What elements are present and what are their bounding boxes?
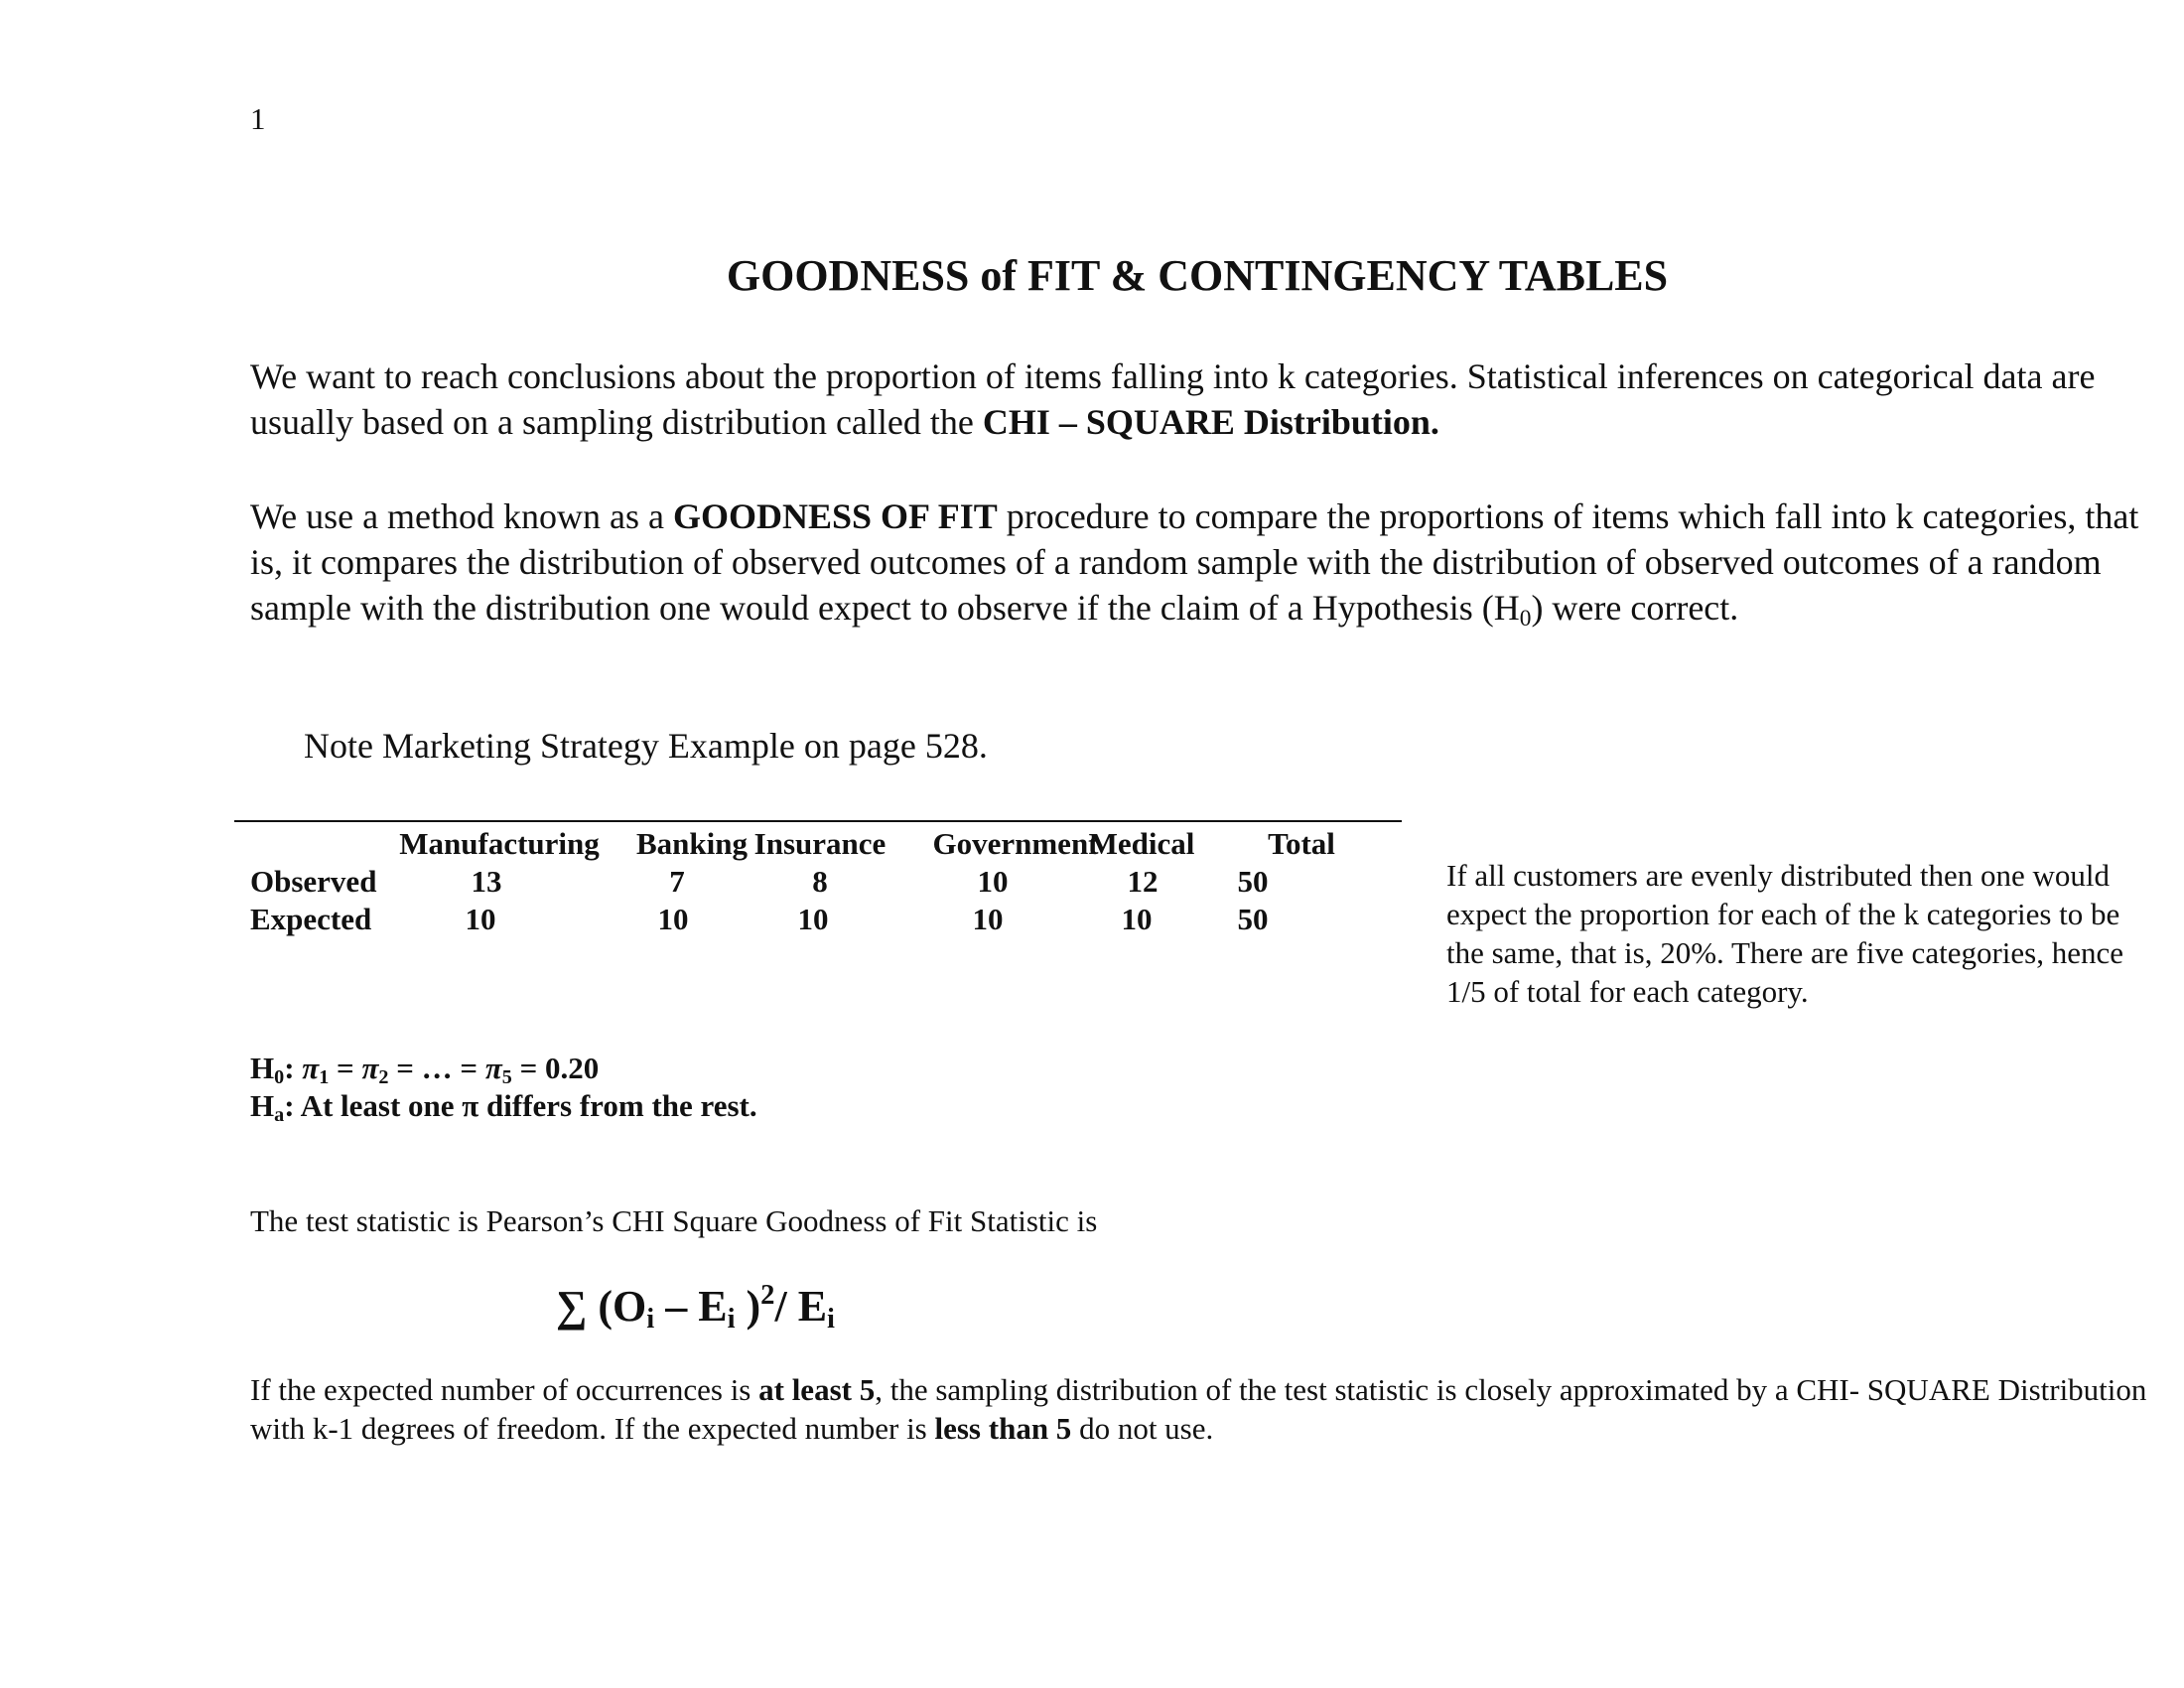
table-cell: 10 — [977, 864, 1009, 899]
table-cell: 10 — [465, 902, 496, 936]
page-number: 1 — [250, 101, 266, 136]
method-subscript: 0 — [1519, 605, 1532, 632]
table-cell: 50 — [1237, 864, 1269, 899]
table-cell: 10 — [1121, 902, 1153, 936]
table-cell: 50 — [1237, 902, 1269, 936]
table-header-medical: Medical — [1088, 826, 1195, 861]
closing-paragraph: If the expected number of occurrences is at least 5, the sampling distribution of the test statistic is closely approximated by a CHI- SQUARE Distribution with k-1 degrees of freedom. If the expected number is less than 5 do not use. — [250, 1372, 2147, 1446]
page-title: GOODNESS of FIT & CONTINGENCY TABLES — [726, 251, 1669, 300]
table-cell: 7 — [669, 864, 685, 899]
method-paragraph — [250, 493, 2156, 631]
method-bold: GOODNESS OF FIT — [673, 496, 998, 536]
side-note: If all customers are evenly distributed then one would expect the proportion for each of the k categories to be the same, that is, 20%. There are five categories, hence 1/5 of total for each category. — [1446, 858, 2123, 1009]
table-header-insurance: Insurance — [753, 826, 887, 861]
table-header-manufacturing: Manufacturing — [399, 826, 600, 861]
intro-paragraph — [250, 353, 2156, 445]
null-hypothesis: $H_0$: $\pi_1 = \pi_2$ = … = $\pi_5 = 0.20$ — [250, 1051, 600, 1089]
chi-square-formula: ∑ ($O_i - E_i$ )$^2$/ $E_i$ — [556, 1279, 835, 1336]
table-row-label-expected: Expected — [250, 902, 372, 936]
intro-bold: CHI – SQUARE Distribution. — [982, 402, 1439, 442]
intro-text: We want to reach conclusions about the proportion of items falling into k categories. Statistical inferences on categorical data are usually based on a sampling distribution called the — [250, 356, 2096, 442]
table-cell: 10 — [657, 902, 689, 936]
method-text-3: ) were correct. — [1531, 588, 1739, 628]
alternative-hypothesis: $H_a$: At least one π differs from the rest. — [250, 1088, 757, 1127]
table-cell: 10 — [797, 902, 829, 936]
table-header-banking: Banking — [635, 826, 749, 861]
table-cell: 10 — [972, 902, 1004, 936]
table-top-rule — [234, 820, 1402, 822]
table-cell: 12 — [1127, 864, 1159, 899]
table-header-government: Government — [932, 826, 1099, 861]
table-cell: 13 — [471, 864, 502, 899]
statistic-intro: The test statistic is Pearson’s CHI Square Goodness of Fit Statistic is — [250, 1203, 1098, 1238]
table-cell: 8 — [812, 864, 828, 899]
method-text-2: procedure to compare the proportions of items which fall into k categories, that is, it compares the distribution of observed outcomes of a random sample with the distribution of observed outcomes of a random sample with the distribution one would expect to observe if the claim of a Hypothesis (H — [250, 496, 2139, 628]
table-row-label-observed: Observed — [250, 864, 377, 899]
note-line: Note Marketing Strategy Example on page 528. — [304, 726, 988, 766]
method-text-1: We use a method known as a — [250, 496, 673, 536]
table-header-total: Total — [1268, 826, 1335, 861]
